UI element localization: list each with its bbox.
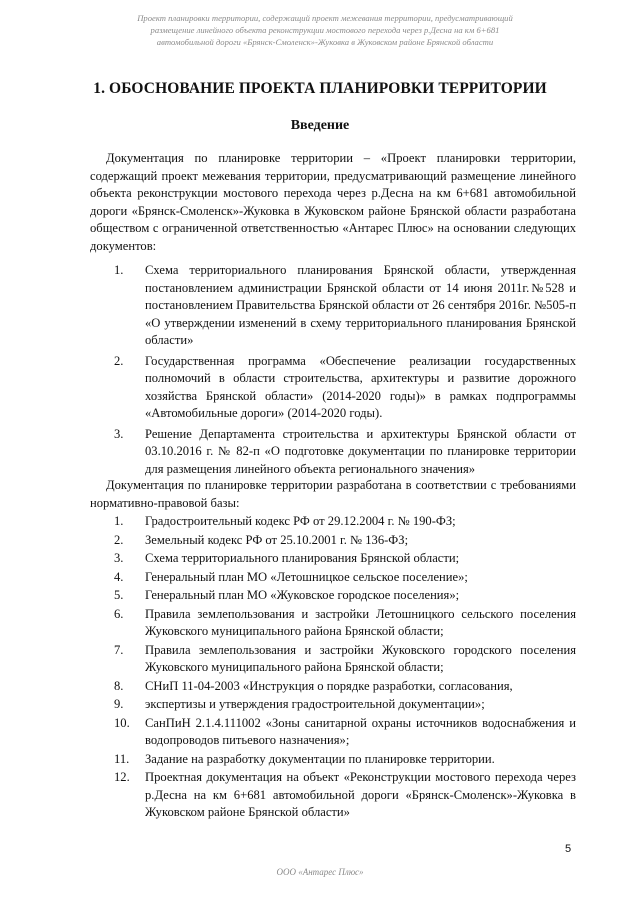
list-item-text: Градостроительный кодекс РФ от 29.12.2004 г. № 190-ФЗ;	[145, 514, 456, 528]
header-line: автомобильной дороги «Брянск-Смоленск»-Жуковка в Жуковском районе Брянской области	[156, 37, 494, 47]
section-title: 1. ОБОСНОВАНИЕ ПРОЕКТА ПЛАНИРОВКИ ТЕРРИТОРИИ	[93, 80, 547, 97]
list-item	[90, 353, 576, 423]
list-item	[90, 262, 576, 350]
list-item	[90, 550, 576, 568]
list-item-number: 2.	[114, 532, 124, 547]
list-item-number: 9.	[114, 697, 124, 711]
list-item	[90, 769, 576, 822]
list-item-text: СанПиН 2.1.4.111002 «Зоны санитарной охраны источников водоснабжения и водопроводов питьевого назначения»;	[145, 715, 576, 747]
list-item-number: 3.	[114, 551, 124, 565]
list-item-number: 7.	[114, 642, 124, 657]
list-item	[90, 532, 576, 550]
list-item-number: 6.	[114, 606, 124, 621]
list-item	[90, 678, 576, 696]
intro-paragraph: Документация по планировке территории – «Проект планировки территории, содержащий проект межевания территории, предусматривающий размещение линейного объекта реконструкции мостового перехода через р.Десна на км 6+681 автомобильной дороги «Брянск-Смоленск»-Жуковка в Жуковском районе Брянской области разработана обществом с ограниченной ответственностью «Антарес Плюс» на основании следующих документов:	[90, 151, 576, 253]
list-item	[90, 751, 576, 769]
list-item-text: Задание на разработку документации по планировке территории.	[145, 751, 495, 766]
running-header	[70, 12, 580, 48]
list-item-number: 1.	[114, 263, 124, 277]
list-item-number: 1.	[114, 514, 124, 528]
regulations-list	[90, 513, 576, 823]
list-item	[90, 642, 576, 677]
list-item-text: Схема территориального планирования Брянской области, утвержденная постановлением администрации Брянской области от 14 июня 2011г.№528 и постановлением Правительства Брянской области от 26 сентября 2016г. №505-п «О утверждении изменений в схему территориального планирования Брянской области»	[145, 263, 576, 347]
subtitle: Введение	[290, 118, 350, 133]
documents-list	[90, 262, 576, 481]
list-item	[90, 696, 576, 714]
list-item-text: Схема территориального планирования Брянской области;	[145, 551, 460, 565]
list-item-text: СНиП 11-04-2003 «Инструкция о порядке разработки, согласования,	[145, 678, 513, 693]
running-footer: ООО «Антарес Плюс»	[276, 867, 364, 877]
page-number: 5	[565, 843, 572, 855]
list-item-text: Правила землепользования и застройки Жуковского городского поселения Жуковского муниципального района Брянской области;	[145, 642, 576, 674]
list-item-text: Генеральный план МО «Летошницкое сельское поселение»;	[145, 569, 468, 584]
list-item	[90, 587, 576, 605]
list-item-number: 3.	[114, 426, 124, 441]
list-item-number: 11.	[114, 751, 130, 766]
list-item	[90, 513, 576, 531]
list-item-text: Решение Департамента строительства и архитектуры Брянской области от 03.10.2016 г. № 82-п «О подготовке документации по планировке территории для размещения линейного объекта регионального значения»	[145, 426, 576, 476]
list-item	[90, 606, 576, 641]
list-item-number: 5.	[114, 588, 124, 602]
list-item-text: Проектная документация на объект «Реконструкции мостового перехода через р.Десна на км 6+681 автомобильной дороги «Брянск-Смоленск»-Жуковка в Жуковском районе Брянской области»	[145, 770, 576, 819]
list-item-text: Правила землепользования и застройки Летошницкого сельского поселения Жуковского муниципального района Брянской области;	[145, 606, 576, 638]
list-item-text: экспертизы и утверждения градостроительной документации»;	[145, 697, 485, 711]
list-item-text: Генеральный план МО «Жуковское городское поселения»;	[145, 588, 460, 602]
list-item	[90, 426, 576, 479]
header-line: размещение линейного объекта реконструкции мостового перехода через р.Десна на км 6+681	[150, 25, 500, 35]
header-line: Проект планировки территории, содержащий проект межевания территории, предусматривающий	[137, 13, 513, 23]
list-item-number: 8.	[114, 678, 124, 693]
list-item-number: 10.	[114, 715, 130, 730]
list-item-text: Земельный кодекс РФ от 25.10.2001 г. № 136-ФЗ;	[145, 532, 409, 547]
list-item	[90, 715, 576, 750]
list-item-number: 2.	[114, 353, 124, 368]
list-item-text: Государственная программа «Обеспечение реализации государственных полномочий в области строительства, архитектуры и развитие дорожного хозяйства Брянской области» (2014-2020 годы)» в рамках подпрограммы «Автомобильные дороги» (2014-2020 годы).	[145, 353, 576, 420]
list-item	[90, 569, 576, 587]
basis-paragraph: Документация по планировке территории разработана в соответствии с требованиями нормативно-правовой базы:	[90, 478, 576, 510]
list-item-number: 12.	[114, 770, 130, 784]
list-item-number: 4.	[114, 569, 124, 584]
